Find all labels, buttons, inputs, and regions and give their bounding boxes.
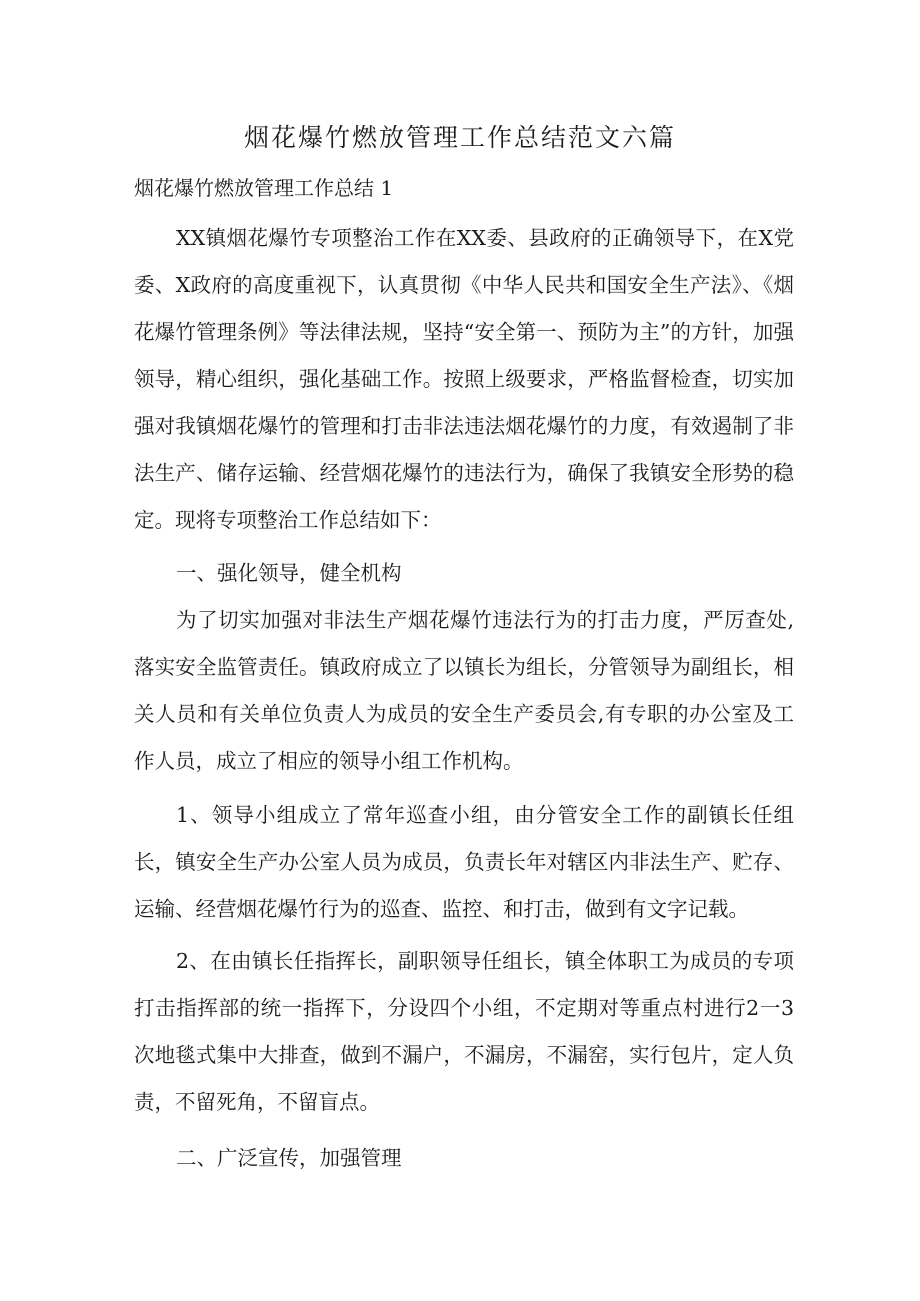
heading-section-2: 二、广泛宣传，加强管理 bbox=[176, 1146, 402, 1170]
heading-section-1: 一、强化领导，健全机构 bbox=[176, 561, 402, 585]
section-subtitle: 烟花爆竹燃放管理工作总结 1 bbox=[134, 176, 394, 200]
paragraph-item-1: 1、领导小组成立了常年巡查小组，由分管安全工作的副镇长任组长，镇安全生产办公室人员为成员，负责长年对辖区内非法生产、贮存、运输、经营烟花爆竹行为的巡查、监控、和打击，做到有文字记载。 bbox=[134, 803, 794, 921]
paragraph-section-1: 为了切实加强对非法生产烟花爆竹违法行为的打击力度，严厉查处,落实安全监管责任。镇政府成立了以镇长为组长，分管领导为副组长，相关人员和有关单位负责人为成员的安全生产委员会,有专职的办公室及工作人员，成立了相应的领导小组工作机构。 bbox=[134, 608, 794, 773]
document-title: 烟花爆竹燃放管理工作总结范文六篇 bbox=[243, 123, 676, 152]
paragraph-intro: XX镇烟花爆竹专项整治工作在XX委、县政府的正确领导下，在X党委、X政府的高度重视下，认真贯彻《中华人民共和国安全生产法》、《烟花爆竹管理条例》等法律法规，坚持“安全第一、预防为主”的方针，加强领导，精心组织，强化基础工作。按照上级要求，严格监督检查，切实加强对我镇烟花爆竹的管理和打击非法违法烟花爆竹的力度，有效遏制了非法生产、储存运输、经营烟花爆竹的违法行为，确保了我镇安全形势的稳定。现将专项整治工作总结如下： bbox=[134, 226, 794, 532]
paragraph-item-2: 2、在由镇长任指挥长，副职领导任组长，镇全体职工为成员的专项打击指挥部的统一指挥下，分设四个小组，不定期对等重点村进行2一3次地毯式集中大排查，做到不漏户，不漏房，不漏窑，实行包片，定人负责，不留死角，不留盲点。 bbox=[134, 949, 794, 1114]
